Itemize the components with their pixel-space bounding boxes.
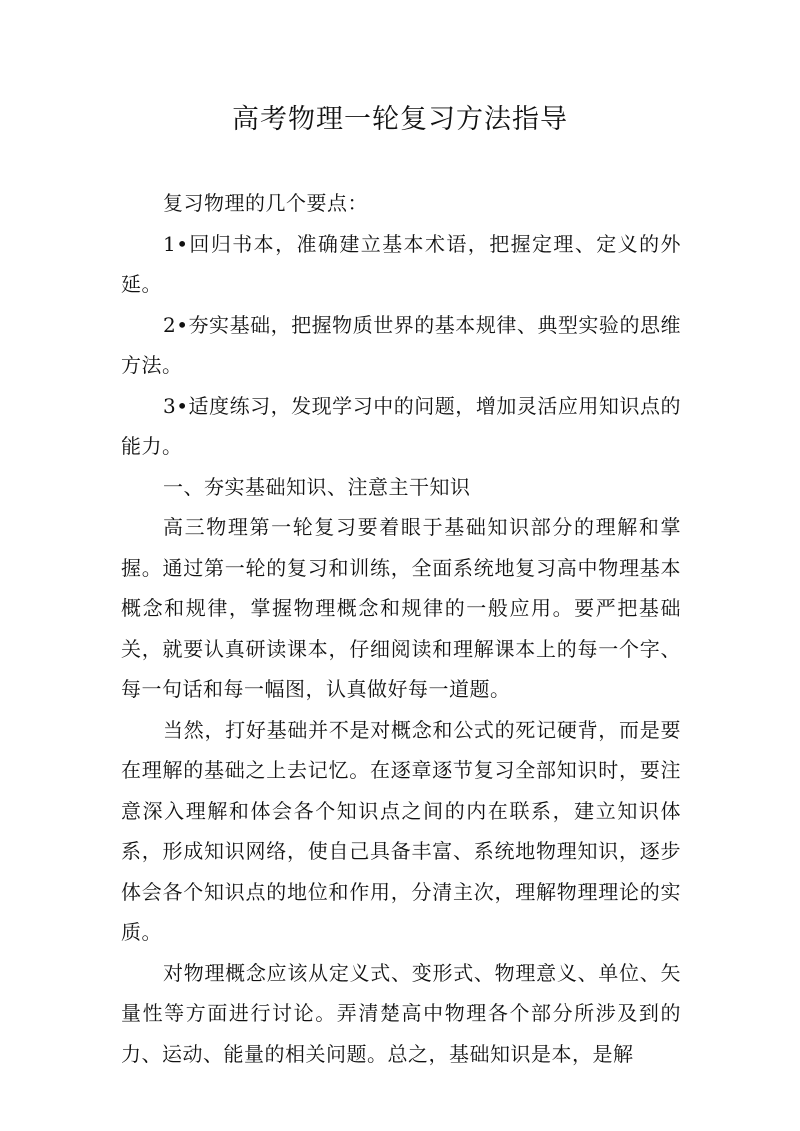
document-body — [121, 183, 681, 1074]
paragraph-point-2: 2•夯实基础，把握物质世界的基本规律、典型实验的思维方法。 — [121, 312, 681, 377]
paragraph-intro: 复习物理的几个要点： — [163, 191, 368, 215]
section-heading-1: 一、夯实基础知识、注意主干知识 — [163, 474, 471, 499]
paragraph-body-2: 当然，打好基础并不是对概念和公式的死记硬背，而是要在理解的基础之上去记忆。在逐章逐节复习全部知识时，要注意深入理解和体会各个知识点之间的内在联系，建立知识体系，形成知识网络，使自己具备丰富、系统地物理知识，逐步体会各个知识点的地位和作用，分清主次，理解物理理论的实质。 — [121, 717, 681, 944]
paragraph-body-1: 高三物理第一轮复习要着眼于基础知识部分的理解和掌握。通过第一轮的复习和训练，全面系统地复习高中物理基本概念和规律，掌握物理概念和规律的一般应用。要严把基础关，就要认真研读课本，仔细阅读和理解课本上的每一个字、每一句话和每一幅图，认真做好每一道题。 — [121, 515, 681, 701]
paragraph-point-1: 1•回归书本，准确建立基本术语，把握定理、定义的外延。 — [121, 231, 681, 296]
paragraph-point-3: 3•适度练习，发现学习中的问题，增加灵活应用知识点的能力。 — [121, 393, 681, 458]
paragraph-body-3: 对物理概念应该从定义式、变形式、物理意义、单位、矢量性等方面进行讨论。弄清楚高中物理各个部分所涉及到的力、运动、能量的相关问题。总之，基础知识是本，是解 — [121, 960, 681, 1066]
document-title: 高考物理一轮复习方法指导 — [232, 104, 568, 135]
